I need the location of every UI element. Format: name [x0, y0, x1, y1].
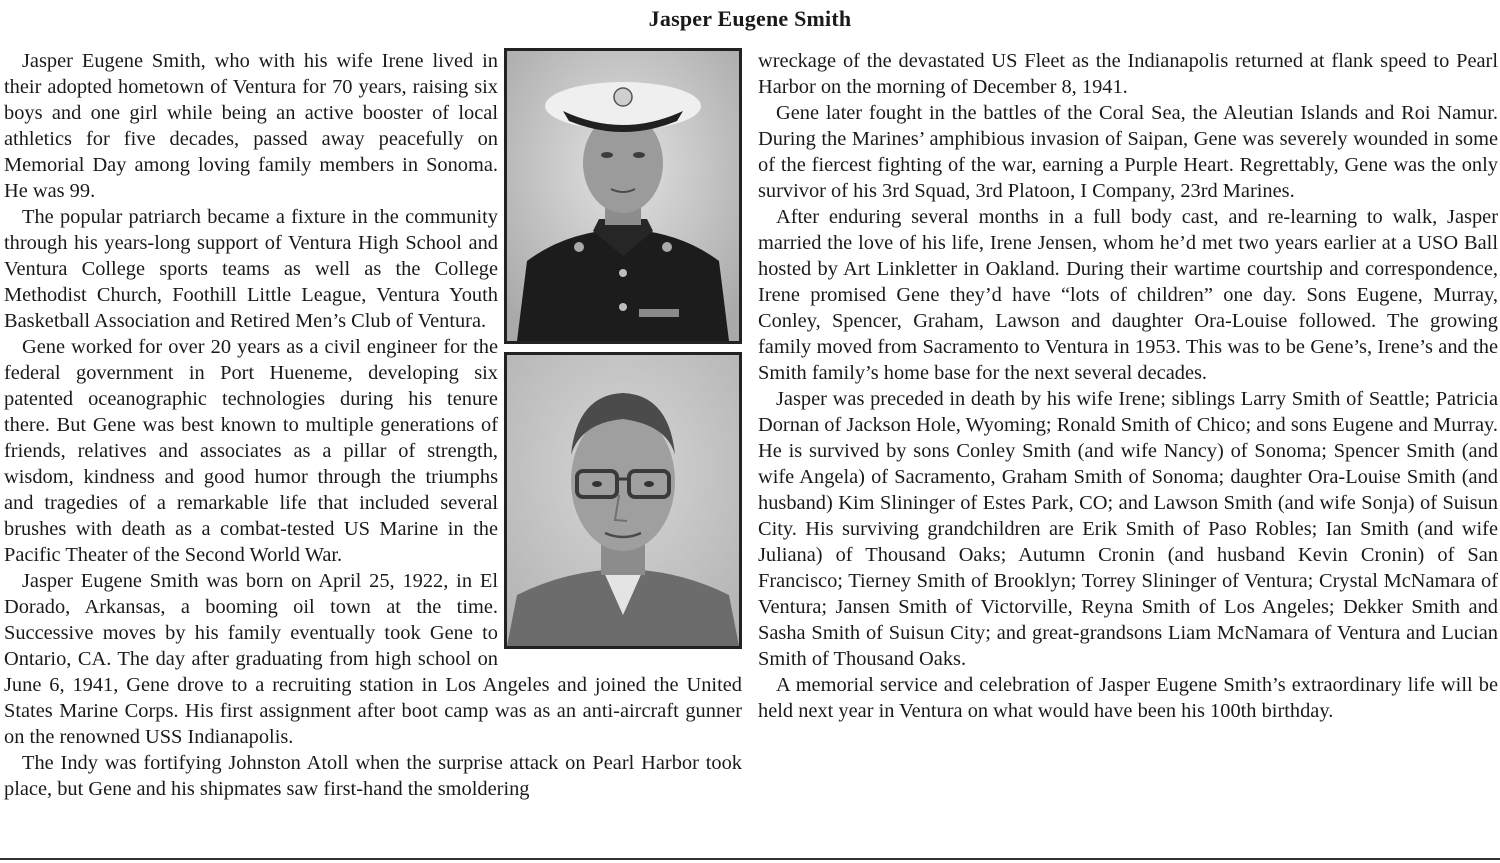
paragraph: Gene later fought in the battles of the Coral Sea, the Aleutian Islands and Roi Namur. During the Marines’ amphibious invasion of Saipan, Gene was severely wounded in some of the fiercest fighting of the war, earning a Purple Heart. Regrettably, Gene was the only survivor of his 3rd Squad, 3rd Platoon, I Company, 23rd Marines. — [758, 102, 1498, 202]
right-column — [758, 48, 1498, 724]
bottom-rule — [0, 858, 1500, 860]
paragraph: Jasper Eugene Smith was born on April 25, 1922, in El Dorado, Arkansas, a booming oil town at the time. Successive moves by his family eventually took Gene to Ontario, CA. The day after graduating from high school on June 6, 1941, Gene drove to a recruiting station in Los Angeles and joined the United States Marine Corps. His first assignment after boot camp was as an anti-aircraft gunner on the renowned USS Indianapolis. — [4, 570, 742, 748]
paragraph: After enduring several months in a full body cast, and re-learning to walk, Jasper married the love of his life, Irene Jensen, whom he’d met two years earlier at a USO Ball hosted by Art Linkletter in Oakland. During their wartime courtship and correspondence, Irene promised Gene they’d have “lots of children” one day. Sons Eugene, Murray, Conley, Spencer, Graham, Lawson and daughter Ora-Louise followed. The growing family moved from Sacramento to Ventura in 1953. This was to be Gene’s, Irene’s and the Smith family’s home base for the next several decades. — [758, 206, 1498, 384]
glasses-portrait-image — [507, 355, 739, 646]
photo-stack — [504, 48, 742, 649]
paragraph: The popular patriarch became a fixture in the community through his years-long support of Ventura High School and Ventura College sports teams as well as the College Methodist Church, Foothill Little League, Ventura Youth Basketball Association and Retired Men’s Club of Ventura. — [4, 206, 498, 332]
marine-portrait-photo — [504, 48, 742, 344]
paragraph-continued: wreckage of the devastated US Fleet as the Indianapolis returned at flank speed to Pearl Harbor on the morning of December 8, 1941. — [758, 50, 1498, 98]
paragraph: Jasper was preceded in death by his wife Irene; siblings Larry Smith of Seattle; Patricia Dornan of Jackson Hole, Wyoming; Ronald Smith of Chico; and sons Eugene and Murray. He is survived by sons Conley Smith (and wife Nancy) of Sonoma; Spencer Smith (and wife Angela) of Sacramento, Graham Smith of Sonoma; daughter Ora-Louise Smith (and husband) Kim Slininger of Estes Park, CO; and Lawson Smith (and wife Sonja) of Suisun City. His surviving grandchildren are Erik Smith of Paso Robles; Ian Smith (and wife Juliana) of Thousand Oaks; Autumn Cronin (and husband Kevin Cronin) of San Francisco; Tierney Smith of Brooklyn; Torrey Slininger of Ventura; Crystal McNamara of Ventura; Jansen Smith of Victorville, Reyna Smith of Los Angeles; Dekker Smith and Sasha Smith of Suisun City; and great-grandsons Liam McNamara of Ventura and Lucian Smith of Thousand Oaks. — [758, 388, 1498, 670]
paragraph: Jasper Eugene Smith, who with his wife Irene lived in their adopted hometown of Ventura for 70 years, raising six boys and one girl while being an active booster of local athletics for five decades, passed away peacefully on Memorial Day among loving family members in Sonoma. He was 99. — [4, 50, 498, 202]
glasses-portrait-photo — [504, 352, 742, 649]
marine-portrait-image — [507, 51, 739, 341]
paragraph: The Indy was fortifying Johnston Atoll when the surprise attack on Pearl Harbor took place, but Gene and his shipmates saw first-hand the smoldering — [4, 752, 742, 800]
paragraph: Gene worked for over 20 years as a civil engineer for the federal government in Port Hueneme, developing six patented oceanographic technologies during his tenure there. But Gene was best known to multiple generations of friends, relatives and associates as a pillar of strength, wisdom, kindness and good humor through the triumphs and tragedies of a remarkable life that included several brushes with death as a combat-tested US Marine in the Pacific Theater of the Second World War. — [4, 336, 498, 566]
paragraph: A memorial service and celebration of Jasper Eugene Smith’s extraordinary life will be held next year in Ventura on what would have been his 100th birthday. — [758, 674, 1498, 722]
obituary-title: Jasper Eugene Smith — [648, 6, 852, 31]
left-column — [4, 48, 742, 802]
